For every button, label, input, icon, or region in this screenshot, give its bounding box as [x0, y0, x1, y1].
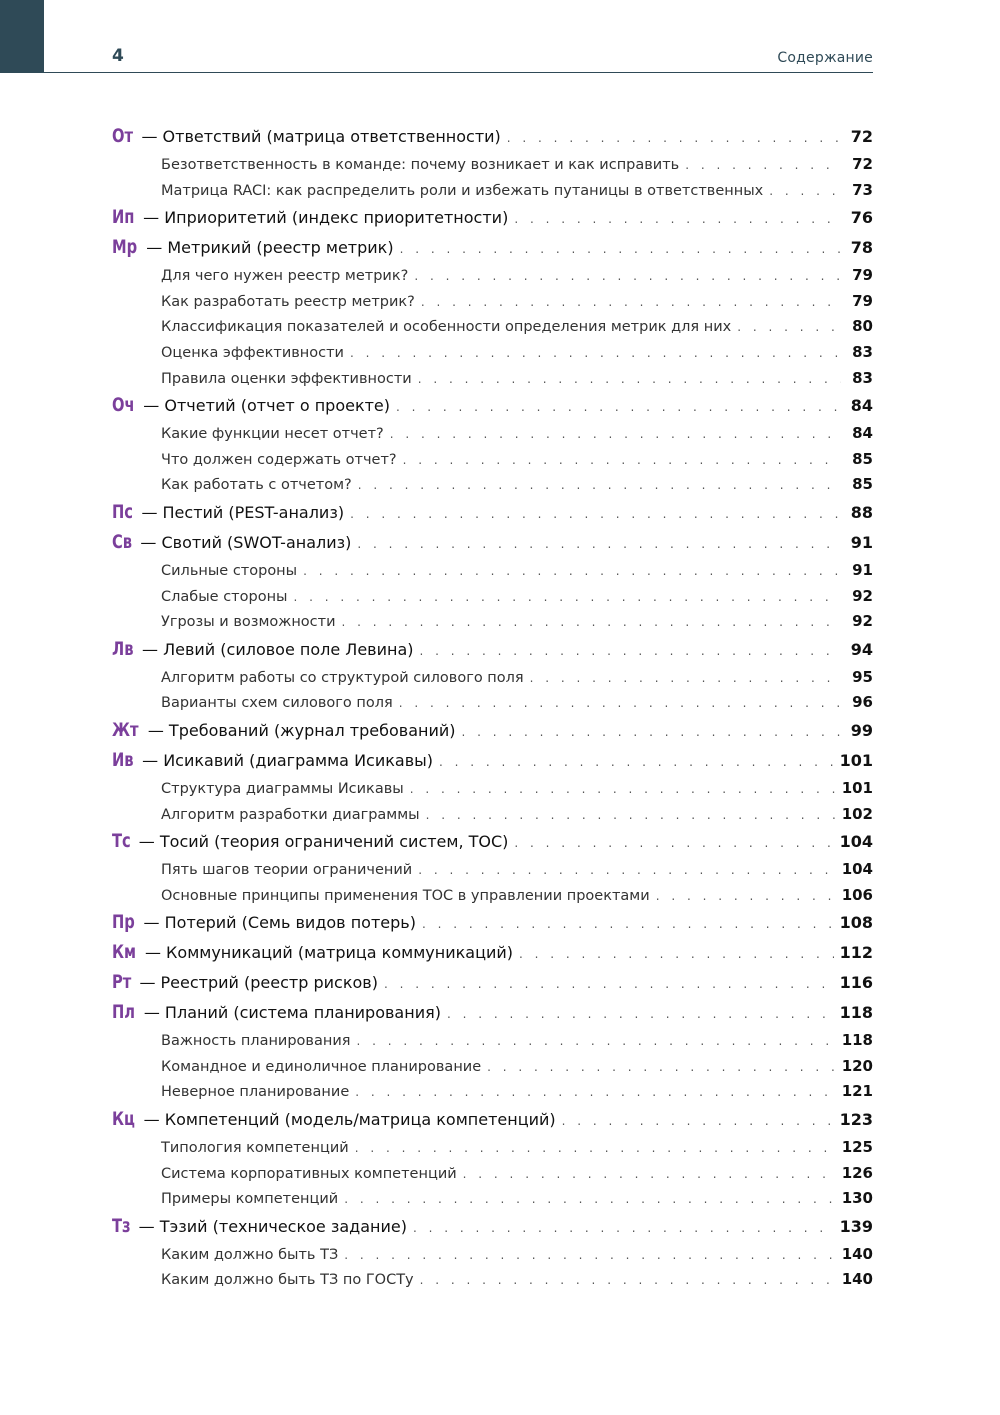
leader-dots	[358, 478, 841, 492]
subentry-title: Классификация показателей и особенности определения метрик для них	[161, 319, 732, 336]
entry-page-number: 108	[839, 913, 873, 933]
leader-dots	[400, 242, 841, 256]
leader-dots	[355, 1141, 836, 1155]
subentry-page-number: 101	[841, 778, 873, 797]
leader-dots	[439, 755, 834, 769]
header-rule	[44, 72, 873, 73]
leader-dots	[426, 808, 836, 822]
subentry-page-number: 92	[852, 586, 873, 605]
entry-abbreviation: Оч	[112, 394, 135, 417]
subentry-title: Каким должно быть ТЗ	[161, 1246, 339, 1263]
entry-page-number: 118	[839, 1003, 873, 1023]
entry-title: — Исикавий (диаграмма Исикавы)	[142, 750, 433, 770]
leader-dots	[344, 1192, 836, 1206]
section-title: Содержание	[777, 50, 873, 66]
leader-dots	[410, 782, 836, 796]
entry-title: — Ответствий (матрица ответственности)	[141, 127, 501, 146]
entry-page-number: 78	[850, 238, 873, 258]
entry-abbreviation: Мр	[112, 236, 138, 259]
toc-entry[interactable]	[112, 236, 873, 266]
toc-subentry[interactable]	[112, 561, 873, 587]
entry-abbreviation: Рт	[112, 971, 132, 994]
toc-entry[interactable]	[112, 830, 873, 860]
leader-dots	[344, 1248, 835, 1262]
entry-abbreviation: Пр	[112, 911, 135, 934]
entry-title: — Левий (силовое поле Левина)	[142, 639, 414, 659]
subentry-title: Система корпоративных компетенций	[161, 1165, 457, 1182]
entry-page-number: 91	[850, 532, 873, 552]
subentry-page-number: 126	[841, 1163, 873, 1182]
subentry-page-number: 106	[841, 885, 873, 904]
entry-abbreviation: От	[112, 125, 134, 147]
toc-subentry[interactable]	[112, 424, 873, 450]
leader-dots	[303, 564, 841, 578]
subentry-title: Матрица RACI: как распределить роли и избежать путаницы в ответственных	[161, 182, 764, 199]
toc-entry[interactable]	[112, 394, 873, 424]
entry-abbreviation: Жт	[112, 718, 139, 741]
leader-dots	[342, 615, 841, 629]
toc-entry[interactable]	[112, 911, 873, 941]
entry-page-number: 116	[839, 973, 873, 993]
subentry-title: Какие функции несет отчет?	[161, 426, 384, 443]
entry-abbreviation: Лв	[112, 637, 134, 660]
subentry-page-number: 140	[841, 1244, 873, 1263]
subentry-title: Алгоритм работы со структурой силового поля	[161, 669, 524, 686]
toc-entry[interactable]	[112, 125, 873, 155]
leader-dots	[737, 320, 841, 334]
subentry-page-number: 102	[841, 804, 873, 823]
leader-dots	[418, 863, 835, 877]
entry-title: — Метрикий (реестр метрик)	[146, 238, 394, 258]
subentry-page-number: 85	[852, 449, 873, 468]
entry-abbreviation: Тз	[112, 1214, 131, 1237]
entry-title: — Иприоритетий (индекс приоритетности)	[143, 208, 509, 228]
subentry-title: Правила оценки эффективности	[161, 370, 412, 387]
entry-page-number: 99	[850, 720, 873, 740]
leader-dots	[562, 1114, 834, 1128]
toc-subentry[interactable]	[112, 1270, 873, 1296]
subentry-page-number: 120	[841, 1056, 873, 1075]
entry-abbreviation: Ив	[112, 748, 134, 771]
leader-dots	[355, 1085, 835, 1099]
entry-title: — Потерий (Семь видов потерь)	[143, 913, 416, 933]
subentry-title: Что должен содержать отчет?	[161, 451, 397, 468]
entry-page-number: 84	[850, 396, 873, 416]
subentry-title: Неверное планирование	[161, 1084, 350, 1101]
leader-dots	[447, 1007, 834, 1021]
subentry-page-number: 72	[852, 155, 873, 173]
leader-dots	[514, 212, 841, 226]
toc-subentry[interactable]	[112, 805, 873, 831]
entry-page-number: 139	[839, 1216, 873, 1236]
toc-subentry[interactable]	[112, 266, 873, 292]
entry-page-number: 123	[839, 1110, 873, 1130]
subentry-title: Основные принципы применения ТОС в управлении проектами	[161, 887, 650, 904]
subentry-page-number: 130	[841, 1189, 873, 1208]
toc-subentry[interactable]	[112, 1245, 873, 1271]
subentry-page-number: 83	[852, 342, 873, 361]
leader-dots	[294, 590, 842, 604]
toc-subentry[interactable]	[112, 860, 873, 886]
leader-dots	[514, 836, 833, 850]
subentry-title: Пять шагов теории ограничений	[161, 862, 413, 879]
toc-subentry[interactable]	[112, 668, 873, 694]
subentry-page-number: 96	[852, 693, 873, 712]
toc-subentry[interactable]	[112, 1164, 873, 1190]
toc-subentry[interactable]	[112, 292, 873, 318]
entry-title: — Планий (система планирования)	[143, 1003, 441, 1023]
table-of-contents	[112, 125, 873, 1296]
entry-page-number: 88	[850, 502, 873, 522]
subentry-title: Как работать с отчетом?	[161, 477, 352, 494]
toc-entry[interactable]	[112, 749, 873, 779]
leader-dots	[656, 889, 836, 903]
leader-dots	[463, 1167, 836, 1181]
leader-dots	[685, 158, 841, 172]
leader-dots	[418, 372, 841, 386]
entry-abbreviation: Пл	[112, 1001, 136, 1024]
toc-subentry[interactable]	[112, 181, 873, 207]
leader-dots	[384, 977, 834, 991]
toc-entry[interactable]	[112, 206, 873, 236]
toc-subentry[interactable]	[112, 587, 873, 613]
toc-subentry[interactable]	[112, 779, 873, 805]
leader-dots	[519, 947, 834, 961]
leader-dots	[350, 507, 841, 521]
leader-dots	[399, 696, 841, 710]
entry-title: — Компетенций (модель/матрица компетенций)	[143, 1110, 556, 1130]
subentry-page-number: 125	[841, 1138, 873, 1157]
toc-subentry[interactable]	[112, 1138, 873, 1164]
entry-page-number: 104	[839, 832, 873, 852]
toc-entry[interactable]	[112, 531, 873, 561]
leader-dots	[350, 346, 841, 360]
toc-subentry[interactable]	[112, 1031, 873, 1057]
subentry-page-number: 73	[852, 180, 873, 199]
subentry-page-number: 104	[841, 860, 873, 879]
subentry-title: Угрозы и возможности	[161, 614, 336, 631]
subentry-title: Примеры компетенций	[161, 1191, 339, 1208]
subentry-title: Для чего нужен реестр метрик?	[161, 268, 409, 285]
leader-dots	[769, 184, 841, 198]
subentry-title: Варианты схем силового поля	[161, 695, 393, 712]
leader-dots	[396, 400, 841, 414]
subentry-title: Структура диаграммы Исикавы	[161, 780, 404, 797]
subentry-page-number: 92	[852, 612, 873, 631]
toc-entry[interactable]	[112, 1001, 873, 1031]
entry-title: — Требований (журнал требований)	[147, 720, 456, 740]
leader-dots	[414, 269, 841, 283]
toc-subentry[interactable]	[112, 1189, 873, 1215]
entry-page-number: 112	[839, 943, 873, 963]
entry-page-number: 101	[839, 750, 873, 770]
entry-title: — Коммуникаций (матрица коммуникаций)	[144, 943, 513, 963]
subentry-title: Оценка эффективности	[161, 344, 344, 361]
toc-entry[interactable]	[112, 719, 873, 749]
leader-dots	[390, 427, 841, 441]
subentry-title: Командное и единоличное планирование	[161, 1058, 482, 1075]
toc-subentry[interactable]	[112, 612, 873, 638]
leader-dots	[421, 295, 841, 309]
leader-dots	[422, 917, 834, 931]
entry-title: — Тэзий (техническое задание)	[138, 1216, 407, 1236]
subentry-page-number: 91	[852, 560, 873, 579]
subentry-title: Как разработать реестр метрик?	[161, 293, 415, 310]
subentry-page-number: 80	[852, 317, 873, 336]
toc-entry[interactable]	[112, 1215, 873, 1245]
entry-abbreviation: Км	[112, 941, 137, 964]
toc-subentry[interactable]	[112, 317, 873, 343]
subentry-title: Безответственность в команде: почему возникает и как исправить	[161, 157, 680, 173]
entry-title: — Пестий (PEST-анализ)	[141, 502, 345, 522]
leader-dots	[420, 644, 841, 658]
entry-title: — Тосий (теория ограничений систем, ТОС)	[138, 832, 509, 852]
leader-dots	[413, 1221, 834, 1235]
subentry-title: Типология компетенций	[161, 1140, 349, 1157]
leader-dots	[357, 537, 841, 551]
toc-subentry[interactable]	[112, 369, 873, 395]
leader-dots	[507, 131, 841, 145]
entry-abbreviation: Тс	[112, 830, 131, 853]
entry-page-number: 76	[850, 208, 873, 228]
subentry-page-number: 84	[852, 424, 873, 443]
entry-title: — Отчетий (отчет о проекте)	[143, 396, 391, 416]
toc-subentry[interactable]	[112, 450, 873, 476]
toc-entry[interactable]	[112, 638, 873, 668]
leader-dots	[530, 671, 841, 685]
leader-dots	[487, 1060, 836, 1074]
corner-block	[0, 0, 44, 73]
toc-entry[interactable]	[112, 971, 873, 1001]
subentry-page-number: 79	[852, 266, 873, 285]
entry-page-number: 94	[850, 639, 873, 659]
entry-abbreviation: Ип	[112, 206, 135, 229]
subentry-title: Каким должно быть ТЗ по ГОСТу	[161, 1272, 414, 1289]
subentry-page-number: 140	[841, 1270, 873, 1289]
entry-abbreviation: Св	[112, 530, 133, 553]
subentry-title: Слабые стороны	[161, 588, 288, 605]
subentry-title: Сильные стороны	[161, 562, 298, 579]
entry-title: — Свотий (SWOT-анализ)	[140, 532, 352, 552]
toc-subentry[interactable]	[112, 343, 873, 369]
leader-dots	[403, 453, 841, 467]
subentry-title: Алгоритм разработки диаграммы	[161, 806, 420, 823]
leader-dots	[462, 725, 841, 739]
subentry-page-number: 118	[841, 1031, 873, 1050]
subentry-page-number: 83	[852, 368, 873, 387]
subentry-page-number: 95	[852, 667, 873, 686]
toc-subentry[interactable]	[112, 1057, 873, 1083]
subentry-page-number: 121	[841, 1082, 873, 1101]
toc-subentry[interactable]	[112, 886, 873, 912]
subentry-title: Важность планирования	[161, 1033, 351, 1050]
subentry-page-number: 79	[852, 291, 873, 310]
entry-page-number: 72	[850, 127, 873, 146]
leader-dots	[420, 1273, 836, 1287]
toc-entry[interactable]	[112, 1108, 873, 1138]
entry-abbreviation: Кц	[112, 1108, 135, 1131]
toc-entry[interactable]	[112, 501, 873, 531]
toc-subentry[interactable]	[112, 693, 873, 719]
toc-entry[interactable]	[112, 941, 873, 971]
subentry-page-number: 85	[852, 475, 873, 494]
leader-dots	[357, 1034, 836, 1048]
page-number: 4	[112, 46, 124, 66]
toc-subentry[interactable]	[112, 155, 873, 181]
entry-title: — Реестрий (реестр рисков)	[139, 973, 378, 993]
toc-subentry[interactable]	[112, 1082, 873, 1108]
entry-abbreviation: Пс	[112, 500, 134, 523]
toc-subentry[interactable]	[112, 475, 873, 501]
